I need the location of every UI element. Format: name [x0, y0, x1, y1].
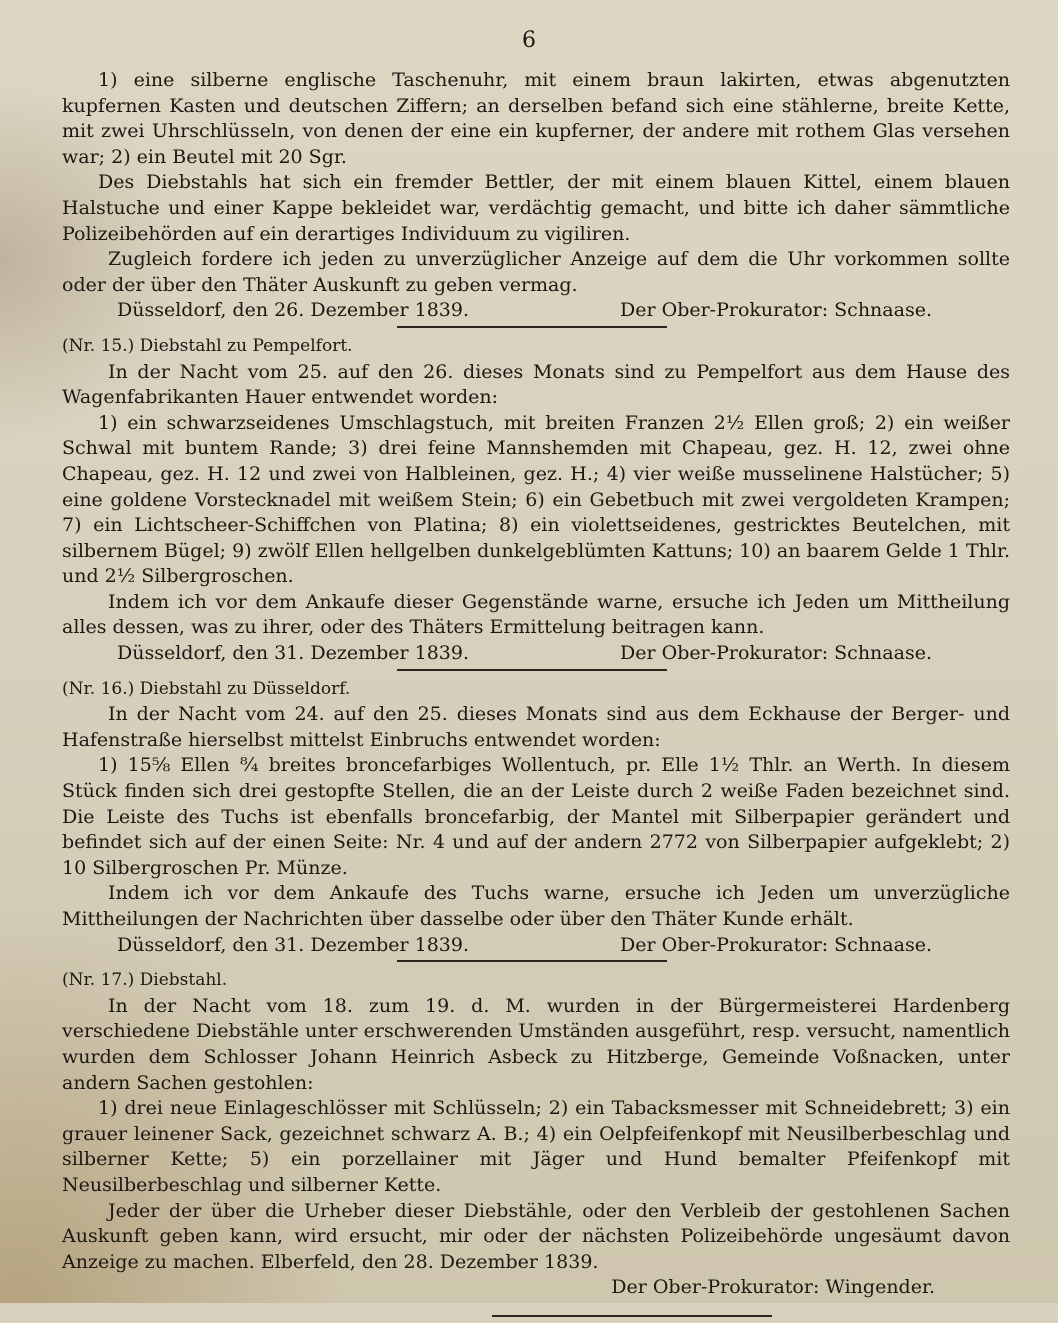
paragraph: In der Nacht vom 18. zum 19. d. M. wurden in der Bürgermeisterei Hardenberg verschiedene Diebstähle unter erschwerenden Umständen ausgeführt, resp. versucht, namentlich wurden dem Schlosser Johann Heinrich Asbeck zu Hitzberge, Gemeinde Voßnacken, unter andern Sachen gestohlen: [62, 994, 1010, 1094]
divider [397, 960, 667, 962]
section-nr-17 [62, 968, 1010, 1317]
paragraph: 1) ein schwarzseidenes Umschlagstuch, mit breiten Franzen 2½ Ellen groß; 2) ein weißer Schwal mit buntem Rande; 3) drei feine Mannshemden mit Chapeau, gez. H. 12, zwei ohne Chapeau, gez. H. 12 und zwei von Halbleinen, gez. H.; 4) vier weiße musselinene Halstücher; 5) eine goldene Vorstecknadel mit weißem Stein; 6) ein Gebetbuch mit zwei vergoldeten Krampen; 7) ein Lichtscheer-Schiffchen von Platina; 8) ein violettseidenes, gestricktes Beutelchen, mit silbernem Bügel; 9) zwölf Ellen hellgelben dunkelgeblümten Kattuns; 10) an baarem Gelde 1 Thlr. und 2½ Silbergroschen. [62, 411, 1010, 588]
divider [397, 669, 667, 671]
signature-line [62, 298, 1010, 324]
paragraph: Indem ich vor dem Ankaufe dieser Gegenstände warne, ersuche ich Jeden um Mittheilung alles dessen, was zu ihrer, oder des Thäters Ermittelung beitragen kann. [62, 590, 1010, 639]
place-date: Düsseldorf, den 31. Dezember 1839. [117, 933, 470, 956]
divider [397, 326, 667, 328]
divider [492, 1315, 772, 1317]
signature-line [62, 641, 1010, 667]
section-heading: (Nr. 17.) Diebstahl. [62, 970, 228, 991]
section-continuation [62, 68, 1010, 328]
signature: Der Ober-Prokurator: Schnaase. [620, 299, 932, 322]
paragraph: Jeder der über die Urheber dieser Diebstähle, oder den Verbleib der gestohlenen Sachen Auskunft geben kann, wird ersucht, mir oder der nächsten Polizeibehörde ungesäumt davon Anzeige zu machen. Elberfeld, den 28. Dezember 1839. [62, 1199, 1010, 1273]
paragraph: Des Diebstahls hat sich ein fremder Bettler, der mit einem blauen Kittel, einem blauen Halstuche und einer Kappe bekleidet war, verdächtig gemacht, und bitte ich daher sämmtliche Polizeibehörden auf ein derartiges Individuum zu vigiliren. [62, 171, 1010, 245]
signature: Der Ober-Prokurator: Wingender. [611, 1276, 935, 1299]
paragraph: Zugleich fordere ich jeden zu unverzüglicher Anzeige auf dem die Uhr vorkommen sollte oder der über den Thäter Auskunft zu geben vermag. [62, 248, 1010, 296]
signature: Der Ober-Prokurator: Schnaase. [620, 642, 932, 665]
paragraph: Indem ich vor dem Ankaufe des Tuchs warne, ersuche ich Jeden um unverzügliche Mittheilungen der Nachrichten über dasselbe oder über den Thäter Kunde erhält. [62, 882, 1010, 930]
signature-line [62, 1275, 1010, 1301]
paragraph: 1) 15⅝ Ellen ⁸⁄₄ breites broncefarbiges Wollentuch, pr. Elle 1½ Thlr. an Werth. In diesem Stück finden sich drei gestopfte Stellen, die an der Leiste durch 2 weiße Faden bezeichnet sind. Die Leiste des Tuchs ist ebenfalls broncefarbig, der Mantel mit Silberpapier gerändert und befindet sich auf der einen Seite: Nr. 4 und auf der andern 2772 von Silberpapier aufgeklebt; 2) 10 Silbergroschen Pr. Münze. [62, 754, 1010, 879]
signature-line [62, 933, 1010, 959]
page-number: 6 [522, 28, 536, 53]
paragraph: In der Nacht vom 25. auf den 26. dieses Monats sind zu Pempelfort aus dem Hause des Wagenfabrikanten Hauer entwendet worden: [62, 360, 1010, 409]
section-nr-16 [62, 677, 1010, 963]
paragraph: 1) eine silberne englische Taschenuhr, mit einem braun lakirten, etwas abgenutzten kupfernen Kasten und deutschen Ziffern; an derselben befand sich eine stählerne, breite Kette, mit zwei Uhrschlüsseln, von denen der eine ein kupferner, der andere mit rothem Glas versehen war; 2) ein Beutel mit 20 Sgr. [62, 69, 1010, 168]
paragraph: In der Nacht vom 24. auf den 25. dieses Monats sind aus dem Eckhause der Berger- und Hafenstraße hierselbst mittelst Einbruchs entwendet worden: [62, 703, 1010, 751]
paragraph: 1) drei neue Einlageschlösser mit Schlüsseln; 2) ein Tabacksmesser mit Schneidebrett; 3) ein grauer leinener Sack, gezeichnet schwarz A. B.; 4) ein Oelpfeifenkopf mit Neusilberbeschlag und silberner Kette; 5) ein porzellainer mit Jäger und Hund bemalter Pfeifenkopf mit Neusilberbeschlag und silberner Kette. [62, 1097, 1010, 1196]
section-heading: (Nr. 15.) Diebstahl zu Pempelfort. [62, 335, 353, 356]
section-nr-15 [62, 334, 1010, 671]
place-date: Düsseldorf, den 31. Dezember 1839. [117, 642, 470, 665]
place-date: Düsseldorf, den 26. Dezember 1839. [117, 299, 470, 322]
section-heading: (Nr. 16.) Diebstahl zu Düsseldorf. [62, 678, 351, 699]
signature: Der Ober-Prokurator: Schnaase. [620, 933, 932, 956]
document-body [62, 68, 1010, 1323]
